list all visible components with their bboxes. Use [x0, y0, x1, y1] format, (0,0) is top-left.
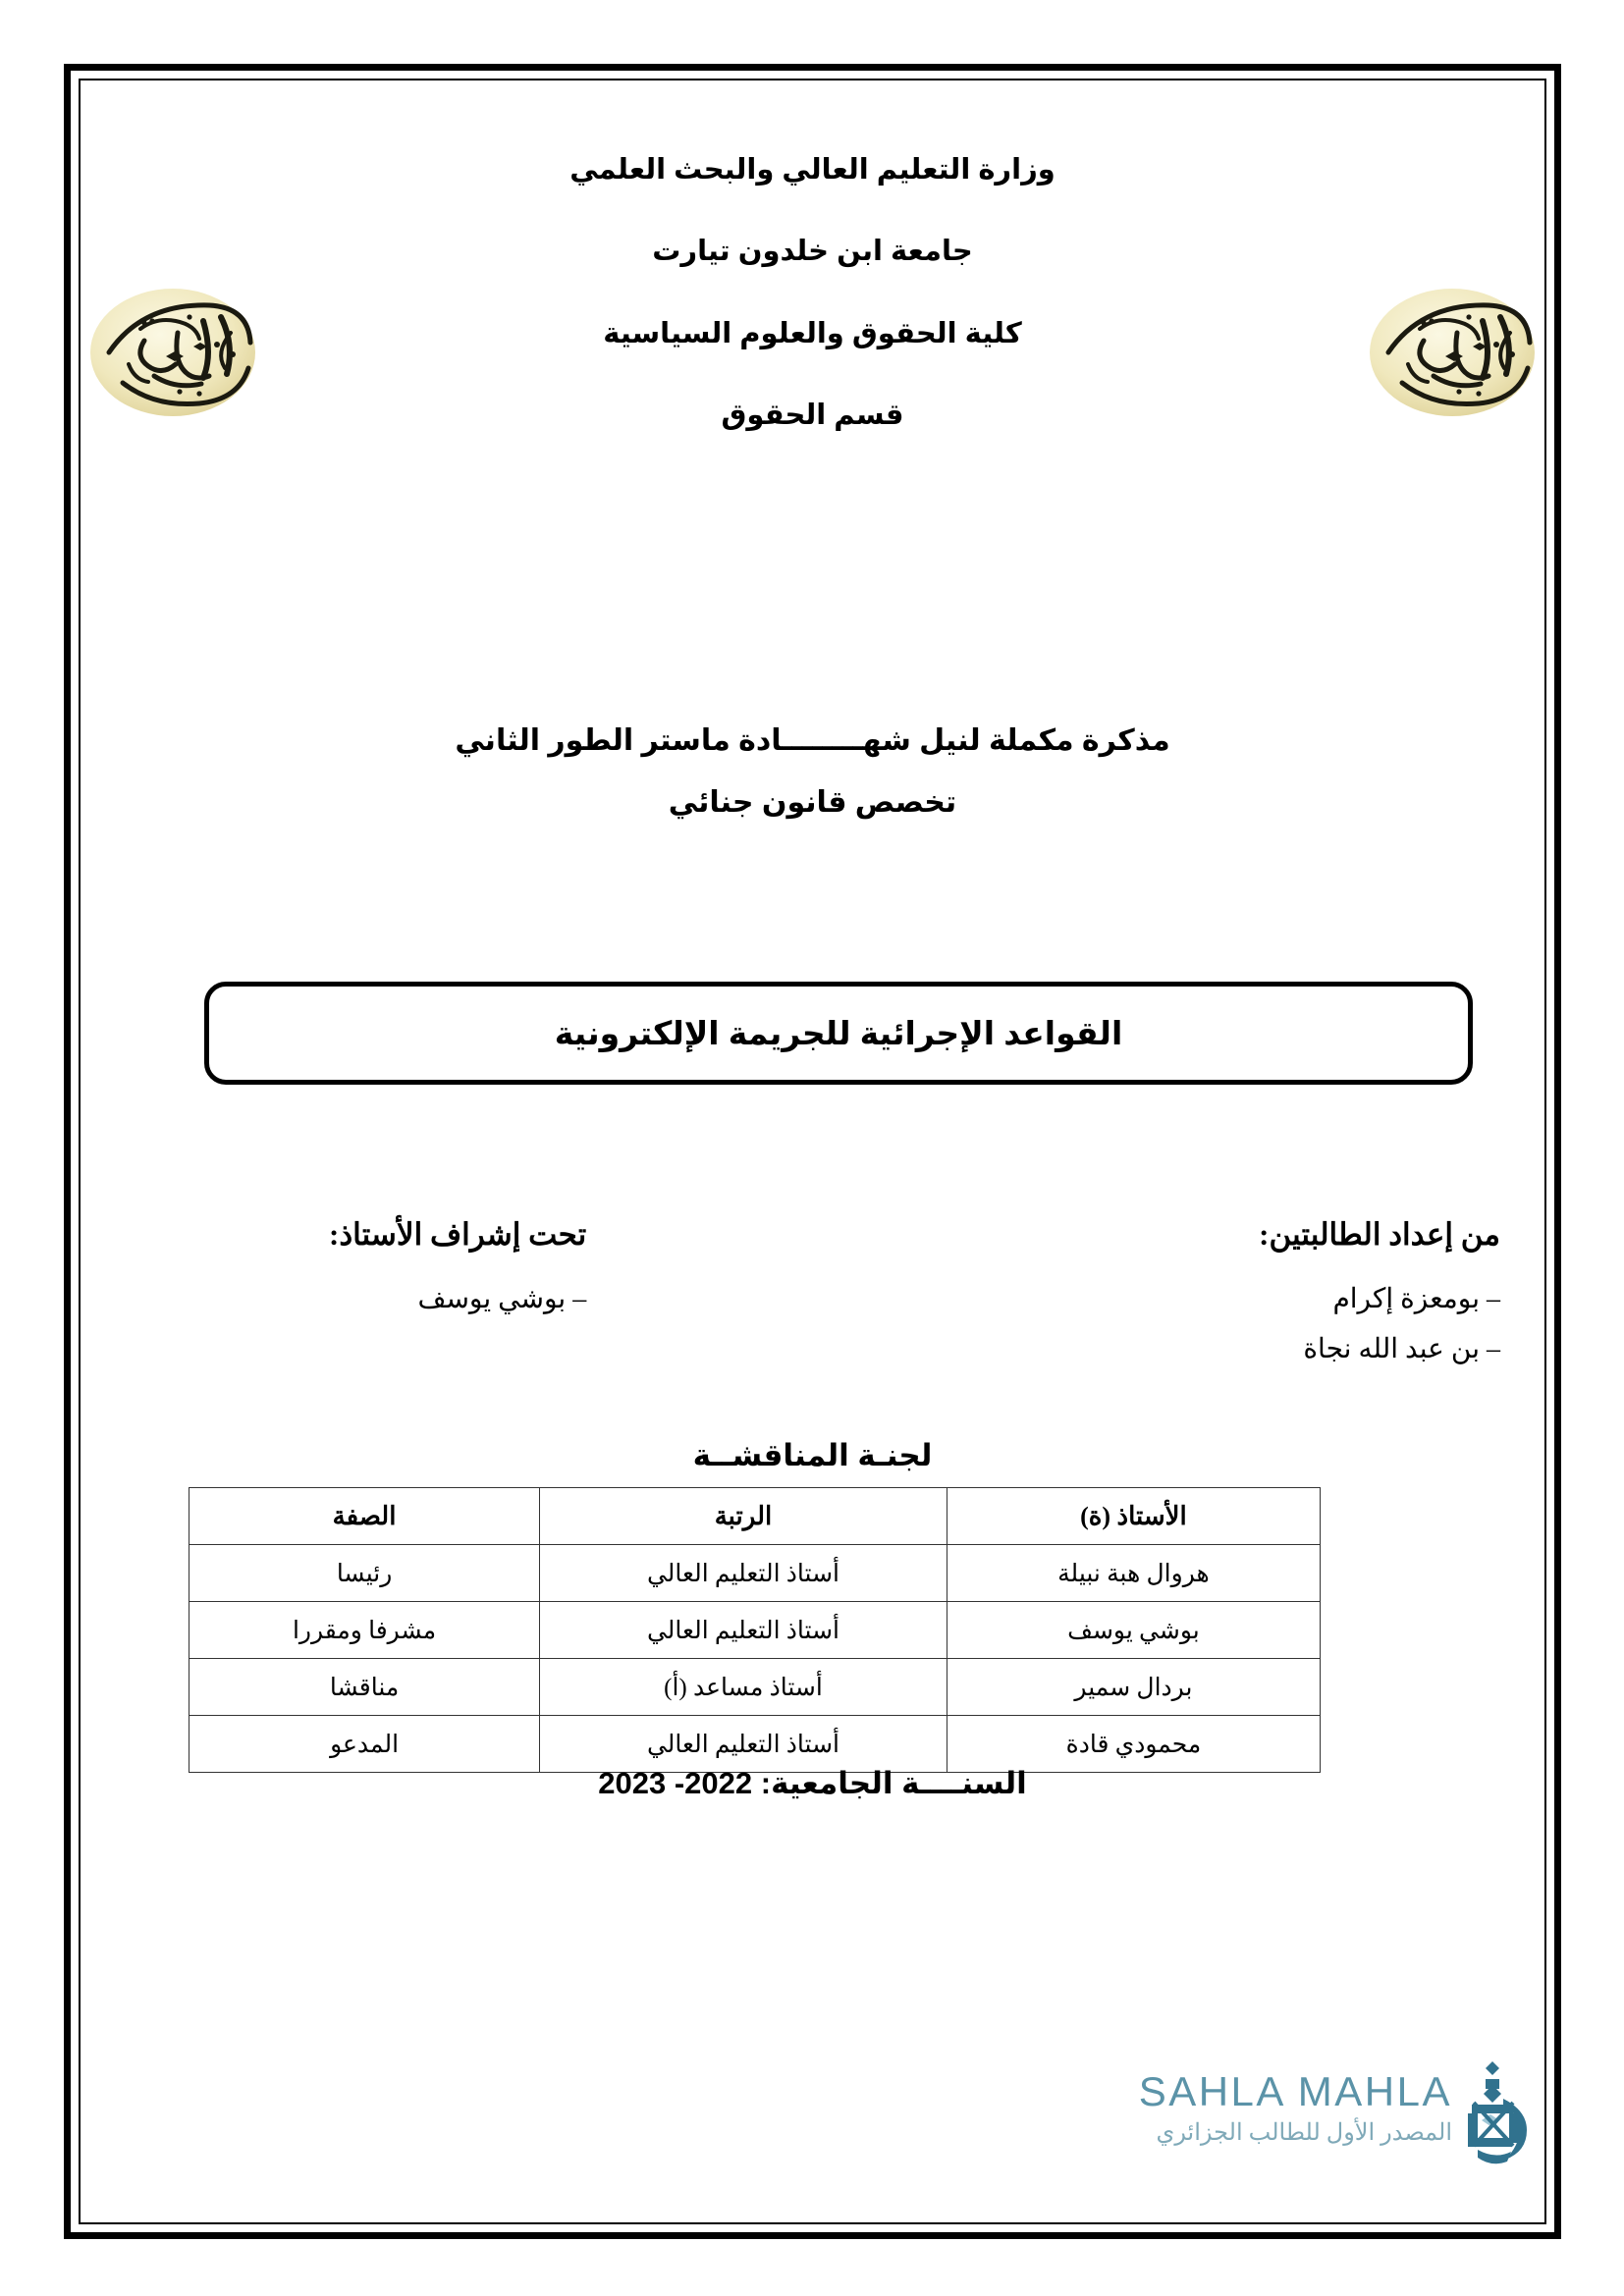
students-heading: من إعداد الطالبتين: — [1259, 1217, 1500, 1252]
jury-cell-role: مناقشا — [189, 1659, 540, 1716]
table-row — [189, 1602, 1321, 1659]
university-line: جامعة ابن خلدون تيارت — [652, 236, 973, 268]
table-row — [189, 1716, 1321, 1773]
jury-heading: لجنـة المناقشــة — [692, 1438, 933, 1472]
supervisor-heading: تحت إشراف الأستاذ: — [329, 1217, 587, 1252]
student-name-2: – بن عبد الله نجاة — [1303, 1334, 1500, 1364]
faculty-line: كلية الحقوق والعلوم السياسية — [603, 317, 1022, 349]
jury-cell-rank: أستاذ مساعد (أ) — [540, 1659, 947, 1716]
jury-column-professor: الأستاذ (ة) — [947, 1488, 1320, 1545]
watermark-tagline: المصدر الأول للطالب الجزائري — [1156, 2120, 1452, 2146]
supervisor-name-1: – بوشي يوسف — [417, 1284, 587, 1314]
department-line: قسم الحقوق — [721, 399, 904, 431]
table-row — [189, 1659, 1321, 1716]
jury-cell-professor: هروال هبة نبيلة — [947, 1545, 1320, 1602]
students-block — [1259, 1217, 1500, 1382]
jury-cell-role: مشرفا ومقررا — [189, 1602, 540, 1659]
jury-cell-professor: بوشي يوسف — [947, 1602, 1320, 1659]
jury-cell-professor: بردال سمير — [947, 1659, 1320, 1716]
watermark-brand: SAHLA MAHLA — [1138, 2068, 1452, 2114]
table-row — [189, 1545, 1321, 1602]
supervisor-block — [329, 1217, 586, 1332]
institution-header — [64, 152, 1561, 433]
jury-column-role: الصفة — [189, 1488, 540, 1545]
jury-cell-rank: أستاذ التعليم العالي — [540, 1545, 947, 1602]
degree-line-1: مذكرة مكملة لنيل شهــــــــادة ماستر الطور الثاني — [455, 724, 1170, 757]
jury-column-rank: الرتبة — [540, 1488, 947, 1545]
university-logo-left — [83, 282, 262, 422]
page-content — [64, 64, 1561, 2239]
sahla-mahla-monogram-icon — [1452, 2059, 1537, 2167]
jury-table — [189, 1487, 1321, 1773]
watermark-text — [1138, 2068, 1452, 2147]
student-name-1: – بومعزة إكرام — [1332, 1284, 1500, 1314]
thesis-title: القواعد الإجرائية للجريمة الإلكترونية — [554, 1015, 1123, 1051]
jury-cell-role: المدعو — [189, 1716, 540, 1773]
degree-line-2: تخصص قانون جنائي — [668, 786, 957, 819]
jury-cell-rank: أستاذ التعليم العالي — [540, 1602, 947, 1659]
ministry-line: وزارة التعليم العالي والبحث العلمي — [569, 154, 1056, 186]
jury-cell-role: رئيسا — [189, 1545, 540, 1602]
jury-table-header-row — [189, 1488, 1321, 1545]
sahla-mahla-watermark — [737, 2068, 1523, 2179]
thesis-title-box — [204, 982, 1473, 1085]
academic-year: السنــــة الجامعية: 2022- 2023 — [598, 1766, 1027, 1800]
university-logo-right — [1363, 282, 1542, 422]
jury-cell-rank: أستاذ التعليم العالي — [540, 1716, 947, 1773]
jury-cell-professor: محمودي قادة — [947, 1716, 1320, 1773]
degree-statement — [64, 723, 1561, 820]
